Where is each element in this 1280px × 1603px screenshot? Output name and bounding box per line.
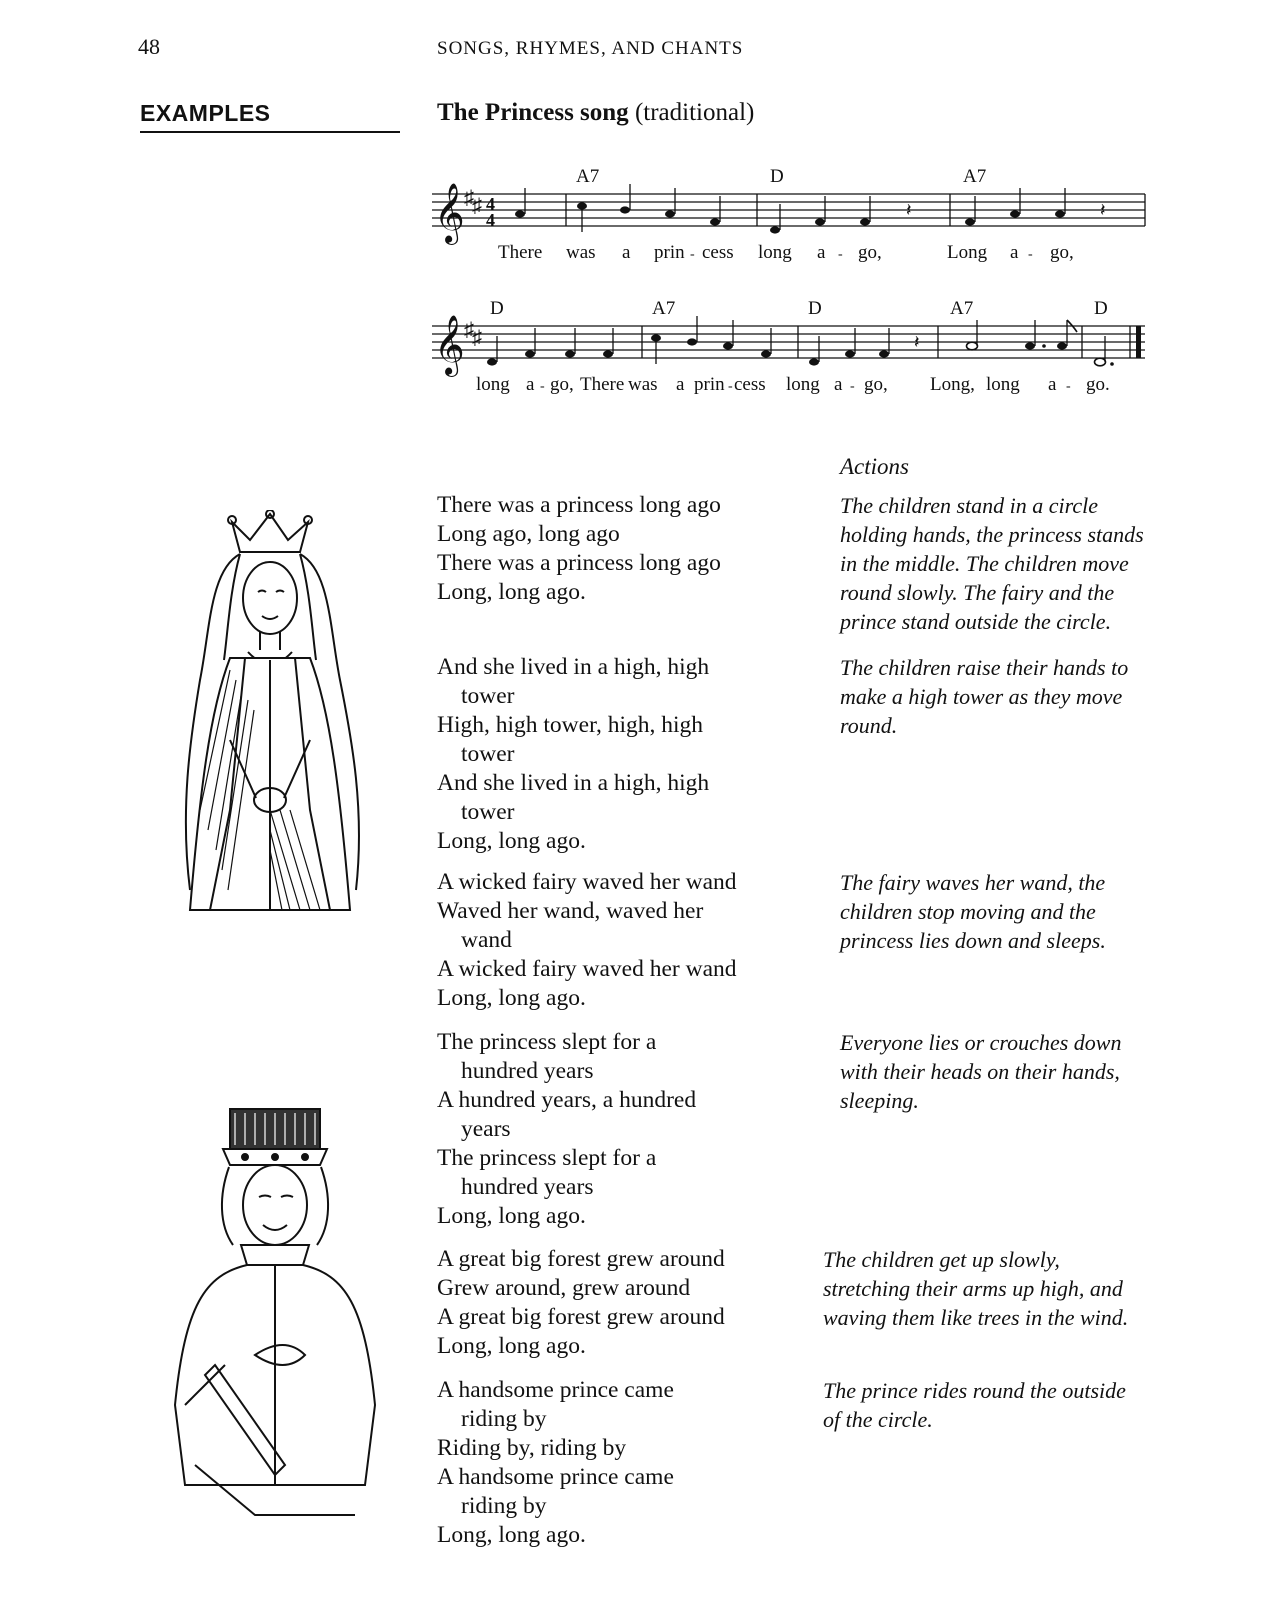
lyric-syllable: Long,: [930, 374, 975, 395]
action-line: princess lies down and sleeps.: [840, 928, 1106, 953]
sharp-icon: ♯: [472, 195, 482, 217]
svg-text:-: -: [1028, 247, 1033, 262]
lyric-syllable: a: [676, 374, 685, 395]
verse-line: The princess slept for a: [437, 1145, 657, 1171]
chord-label: A7: [576, 166, 600, 187]
verse-line: A wicked fairy waved her wand: [437, 956, 737, 982]
svg-text:-: -: [690, 247, 695, 262]
lyric-syllable: go.: [1086, 374, 1110, 395]
verse-line: Long, long ago.: [437, 1203, 586, 1229]
verse-3: [437, 868, 797, 1013]
svg-text:-: -: [728, 379, 733, 394]
action-line: The children get up slowly,: [823, 1247, 1060, 1272]
song-title-main: The Princess song: [437, 99, 629, 126]
chord-label: A7: [652, 298, 676, 319]
action-3: [840, 868, 1210, 955]
lyric-syllable: long: [476, 374, 510, 395]
lyric-syllable: a: [1010, 242, 1019, 263]
verse-line: hundred years: [461, 1058, 594, 1084]
verse-6: [437, 1376, 797, 1550]
verse-line: Grew around, grew around: [437, 1275, 691, 1301]
action-5: [823, 1245, 1193, 1332]
action-line: Everyone lies or crouches down: [840, 1030, 1122, 1055]
verse-line: Long ago, long ago: [437, 521, 620, 547]
lyric-syllable: There: [498, 242, 543, 263]
chord-label: D: [490, 298, 504, 319]
prince-illustration: [155, 1105, 395, 1525]
verse-line: There was a princess long ago: [437, 550, 721, 576]
treble-clef-icon: 𝄞: [434, 317, 465, 374]
verse-line: A great big forest grew around: [437, 1304, 725, 1330]
lyric-syllable: cess: [734, 374, 766, 395]
action-line: The children raise their hands to: [840, 655, 1129, 680]
verse-line: And she lived in a high, high: [437, 654, 710, 680]
action-line: The prince rides round the outside: [823, 1378, 1126, 1403]
verse-line: tower: [461, 741, 515, 767]
verse-line: Long, long ago.: [437, 1333, 586, 1359]
action-line: holding hands, the princess stands: [840, 522, 1144, 547]
sharp-icon: ♯: [464, 187, 474, 209]
chord-label: D: [770, 166, 784, 187]
verse-4: [437, 1028, 797, 1231]
verse-line: And she lived in a high, high: [437, 770, 710, 796]
lyric-syllable: Long: [947, 242, 988, 263]
verse-line: A great big forest grew around: [437, 1246, 725, 1272]
music-staff-1: [430, 160, 1160, 270]
rest-icon: 𝄽: [906, 200, 912, 220]
verse-line: Riding by, riding by: [437, 1435, 627, 1461]
lyric-syllable: a: [1048, 374, 1057, 395]
chord-label: D: [808, 298, 822, 319]
verse-line: A hundred years, a hundred: [437, 1087, 697, 1113]
lyric-syllable: long: [986, 374, 1020, 395]
action-line: round.: [840, 713, 898, 738]
action-line: children stop moving and the: [840, 899, 1096, 924]
lyric-syllable: prin: [694, 374, 725, 395]
rest-icon: 𝄽: [1100, 200, 1106, 220]
verse-line: hundred years: [461, 1174, 594, 1200]
verse-line: tower: [461, 799, 515, 825]
final-barline: [1136, 326, 1141, 358]
lyric-syllable: cess: [702, 242, 734, 263]
chord-label: A7: [963, 166, 987, 187]
verse-line: A handsome prince came: [437, 1464, 674, 1490]
svg-text:-: -: [1066, 379, 1071, 394]
lyric-syllable: There: [580, 374, 625, 395]
chord-label: D: [1094, 298, 1108, 319]
action-line: The children stand in a circle: [840, 493, 1099, 518]
action-line: with their heads on their hands,: [840, 1059, 1120, 1084]
lyric-syllable: go,: [550, 374, 574, 395]
sharp-icon: ♯: [464, 319, 474, 341]
time-signature-bottom: 4: [486, 210, 495, 230]
section-rule: [140, 131, 400, 133]
verse-line: wand: [461, 927, 512, 953]
verse-line: tower: [461, 683, 515, 709]
svg-text:-: -: [850, 379, 855, 394]
verse-line: Waved her wand, waved her: [437, 898, 704, 924]
lyric-syllable: prin: [654, 242, 685, 263]
action-1: [840, 491, 1210, 636]
actions-heading: Actions: [840, 454, 909, 479]
section-heading: EXAMPLES: [140, 100, 271, 126]
treble-clef-icon: 𝄞: [434, 185, 465, 242]
action-line: in the middle. The children move: [840, 551, 1129, 576]
action-line: round slowly. The fairy and the: [840, 580, 1115, 605]
verse-line: A handsome prince came: [437, 1377, 674, 1403]
lyric-syllable: a: [526, 374, 535, 395]
lyric-syllable: long: [786, 374, 820, 395]
svg-text:-: -: [838, 247, 843, 262]
lyric-syllable: a: [622, 242, 631, 263]
verse-line: riding by: [461, 1406, 547, 1432]
page-number: 48: [138, 34, 160, 59]
chord-label: A7: [950, 298, 974, 319]
verse-line: The princess slept for a: [437, 1029, 657, 1055]
verse-line: High, high tower, high, high: [437, 712, 704, 738]
action-line: of the circle.: [823, 1407, 933, 1432]
verse-line: There was a princess long ago: [437, 492, 721, 518]
time-signature-top: 4: [486, 194, 495, 214]
action-line: sleeping.: [840, 1088, 919, 1113]
lyric-syllable: go,: [864, 374, 888, 395]
lyric-syllable: long: [758, 242, 792, 263]
lyric-syllable: a: [834, 374, 843, 395]
sharp-icon: ♯: [472, 327, 482, 349]
action-line: stretching their arms up high, and: [823, 1276, 1123, 1301]
action-line: prince stand outside the circle.: [840, 609, 1112, 634]
lyric-syllable: go,: [1050, 242, 1074, 263]
music-staff-2: [430, 292, 1160, 402]
svg-text:-: -: [540, 379, 545, 394]
action-line: The fairy waves her wand, the: [840, 870, 1106, 895]
verse-2: [437, 653, 797, 856]
lyric-syllable: was: [628, 374, 658, 395]
action-line: waving them like trees in the wind.: [823, 1305, 1129, 1330]
verse-1: [437, 491, 797, 607]
verse-line: Long, long ago.: [437, 579, 586, 605]
verse-line: Long, long ago.: [437, 1522, 586, 1548]
verse-line: Long, long ago.: [437, 828, 586, 854]
running-head: SONGS, RHYMES, AND CHANTS: [437, 38, 744, 59]
verse-line: Long, long ago.: [437, 985, 586, 1011]
action-4: [840, 1028, 1210, 1115]
rest-icon: 𝄽: [914, 332, 920, 352]
lyric-syllable: was: [566, 242, 596, 263]
action-2: [840, 653, 1210, 740]
verse-line: years: [461, 1116, 511, 1142]
lyric-syllable: a: [817, 242, 826, 263]
princess-illustration: [170, 510, 380, 935]
verse-line: riding by: [461, 1493, 547, 1519]
action-6: [823, 1376, 1193, 1434]
lyric-syllable: go,: [858, 242, 882, 263]
song-title: [437, 99, 754, 127]
verse-line: A wicked fairy waved her wand: [437, 869, 737, 895]
verse-5: [437, 1245, 797, 1361]
song-title-note: (traditional): [634, 99, 755, 126]
action-line: make a high tower as they move: [840, 684, 1123, 709]
